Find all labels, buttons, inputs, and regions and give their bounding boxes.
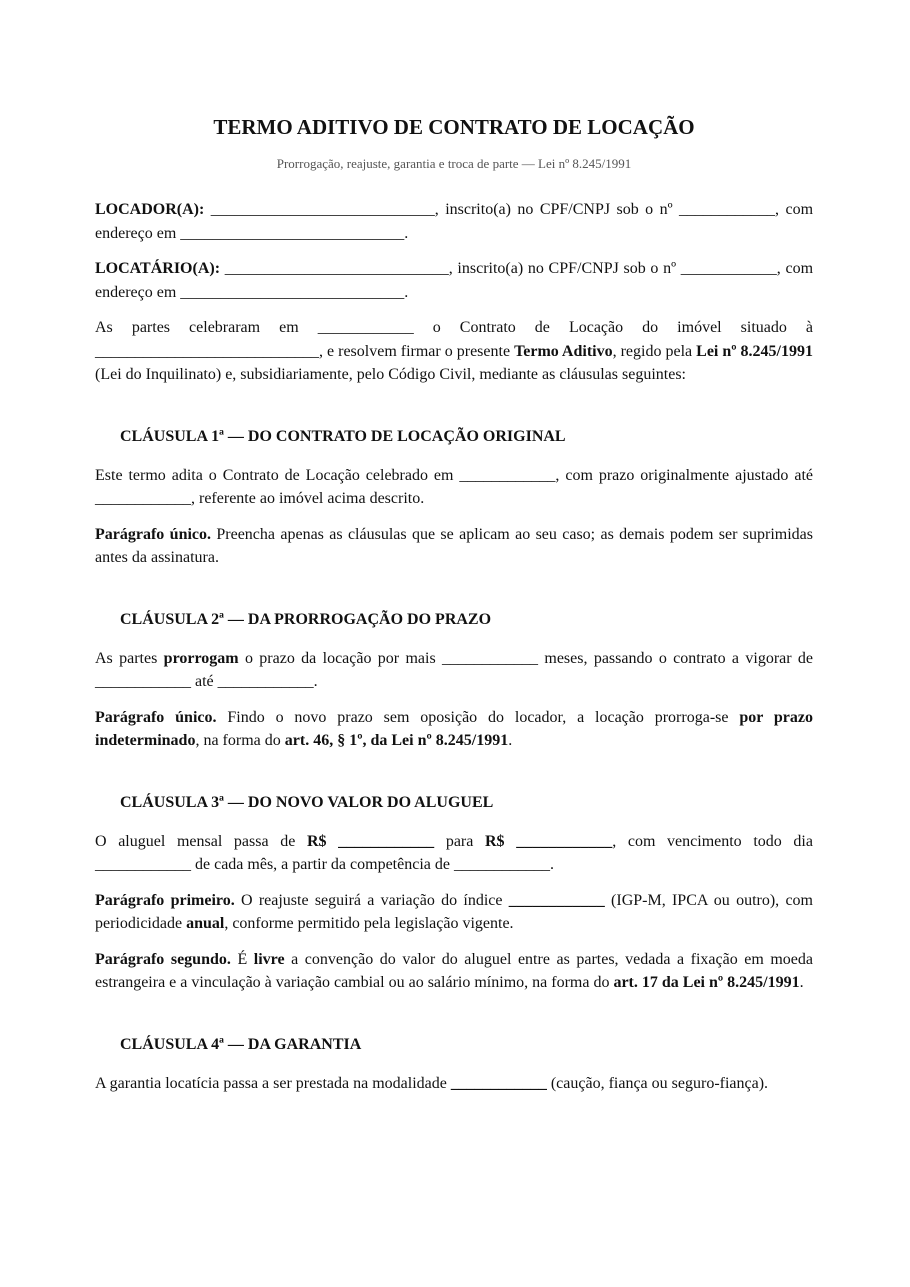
due-day-blank: ____________ (95, 856, 191, 873)
start-date-blank: ____________ (95, 673, 191, 690)
paragraph-label: Parágrafo segundo. (95, 950, 231, 968)
locador-paragraph (95, 198, 813, 245)
clause-3-heading: CLÁUSULA 3ª — DO NOVO VALOR DO ALUGUEL (120, 793, 494, 811)
clause-4-paragraph (95, 1072, 813, 1096)
paragraph-label: Parágrafo único. (95, 708, 217, 726)
text-span: até (191, 673, 218, 690)
text-span: , com endereço em (95, 260, 814, 301)
clause-1-paragraph (95, 464, 813, 511)
text-span: (caução, fiança ou seguro-fiança). (546, 1074, 769, 1092)
locador-label: LOCADOR(A): (95, 201, 205, 218)
preamble-paragraph (95, 316, 813, 387)
locatario-paragraph (95, 257, 813, 304)
text-span: , inscrito(a) no CPF/CNPJ sob o nº (434, 201, 680, 218)
text-span: , com prazo originalmente ajustado até (555, 466, 813, 484)
text-span: A garantia locatícia passa a ser prestada na modalidade (95, 1074, 451, 1092)
clause-2-heading: CLÁUSULA 2ª — DA PRORROGAÇÃO DO PRAZO (120, 610, 492, 628)
end-date-blank: ____________ (217, 673, 314, 690)
locatario-address-blank: ____________________________ (180, 283, 405, 301)
text-span: As partes (95, 649, 164, 667)
locador-address-blank: ____________________________ (180, 224, 405, 242)
bold-text: por prazo indeterminado (95, 708, 814, 749)
text-span: , com vencimento todo dia (612, 832, 813, 850)
clause-4-heading: CLÁUSULA 4ª — DA GARANTIA (120, 1035, 362, 1053)
document-title: TERMO ADITIVO DE CONTRATO DE LOCAÇÃO (213, 115, 695, 139)
text-span: a convenção do valor do aluguel entre as partes, vedada a fixação em moeda estrangeira e a vinculação à variação cambial ou ao salário mínimo, na forma do (95, 950, 814, 991)
text-span: Findo o novo prazo sem oposição do locador, a locação prorroga-se (216, 708, 740, 726)
text-span: É (230, 950, 254, 968)
text-span: O reajuste seguirá a variação do índice (234, 891, 509, 909)
text-span: , referente ao imóvel acima descrito. (191, 490, 425, 507)
paragraph-label: Parágrafo primeiro. (95, 891, 235, 909)
text-span: o prazo da locação por mais (238, 649, 443, 667)
clause-2-paragraph (95, 647, 813, 694)
text-span: para (434, 832, 485, 850)
text-span: , e resolvem firmar o presente (319, 342, 515, 360)
clause-2-sole-paragraph (95, 706, 813, 753)
text-span: . (799, 974, 804, 991)
clause-1-sole-paragraph (95, 523, 813, 570)
bold-text: art. 17 da Lei nº 8.245/1991 (613, 974, 800, 991)
locatario-name-blank: ____________________________ (224, 260, 449, 277)
contract-date-blank: ____________ (317, 319, 414, 336)
text-span: Este termo adita o Contrato de Locação celebrado em (95, 466, 460, 484)
new-rent-blank: R$ ____________ (485, 832, 613, 850)
document-subtitle: Prorrogação, reajuste, garantia e troca de parte — Lei nº 8.245/1991 (276, 156, 632, 171)
text-span: o Contrato de Locação do imóvel situado à (413, 319, 813, 336)
bold-text: livre (253, 950, 285, 968)
bold-text: prorrogam (163, 649, 239, 667)
text-span: , inscrito(a) no CPF/CNPJ sob o nº (448, 260, 681, 277)
original-term-blank: ____________ (95, 490, 191, 507)
clause-3-second-paragraph (95, 948, 813, 995)
text-span: (Lei do Inquilinato) e, subsidiariamente, pelo Código Civil, mediante as cláusulas seguintes: (95, 366, 686, 383)
text-span: (IGP-M, IPCA ou outro), com periodicidade (95, 891, 813, 932)
locatario-label: LOCATÁRIO(A): (95, 260, 221, 277)
bold-text: art. 46, § 1º, da Lei nº 8.245/1991 (284, 732, 509, 749)
text-span: . (404, 283, 409, 301)
extension-months-blank: ____________ (442, 649, 539, 667)
text-span: . (508, 732, 513, 749)
text-span: . (549, 856, 554, 873)
property-address-blank: ____________________________ (95, 342, 319, 360)
text-span: . (404, 224, 409, 242)
text-span: , conforme permitido pela legislação vigente. (224, 915, 514, 932)
document-body (95, 112, 813, 1107)
paragraph-label: Parágrafo único. (95, 525, 212, 543)
locatario-cpf-blank: ____________ (680, 260, 777, 277)
parties-section (95, 198, 813, 387)
original-date-blank: ____________ (459, 466, 556, 484)
locador-name-blank: ____________________________ (210, 201, 435, 218)
guarantee-type-blank: ____________ (450, 1074, 547, 1092)
old-rent-blank: R$ ____________ (306, 832, 435, 850)
competence-blank: ____________ (453, 856, 550, 873)
text-span: , regido pela (612, 342, 697, 360)
clause-3-paragraph (95, 830, 813, 877)
bold-text: Lei nº 8.245/1991 (696, 342, 813, 360)
clause-3-first-paragraph (95, 889, 813, 936)
text-span: . (313, 673, 318, 690)
bold-text: anual (186, 915, 225, 932)
text-span: O aluguel mensal passa de (95, 832, 307, 850)
text-span: , na forma do (195, 732, 285, 749)
text-span: de cada mês, a partir da competência de (191, 856, 454, 873)
text-span: meses, passando o contrato a vigorar de (538, 649, 814, 667)
text-span: Preencha apenas as cláusulas que se aplicam ao seu caso; as demais podem ser suprimidas antes da assinatura. (95, 525, 813, 566)
text-span: As partes celebraram em (95, 319, 318, 336)
bold-text: Termo Aditivo (514, 342, 613, 360)
text-span: , com endereço em (95, 201, 814, 242)
clause-1-heading: CLÁUSULA 1ª — DO CONTRATO DE LOCAÇÃO ORIGINAL (120, 427, 566, 445)
locador-cpf-blank: ____________ (679, 201, 776, 218)
index-blank: ____________ (508, 891, 605, 909)
